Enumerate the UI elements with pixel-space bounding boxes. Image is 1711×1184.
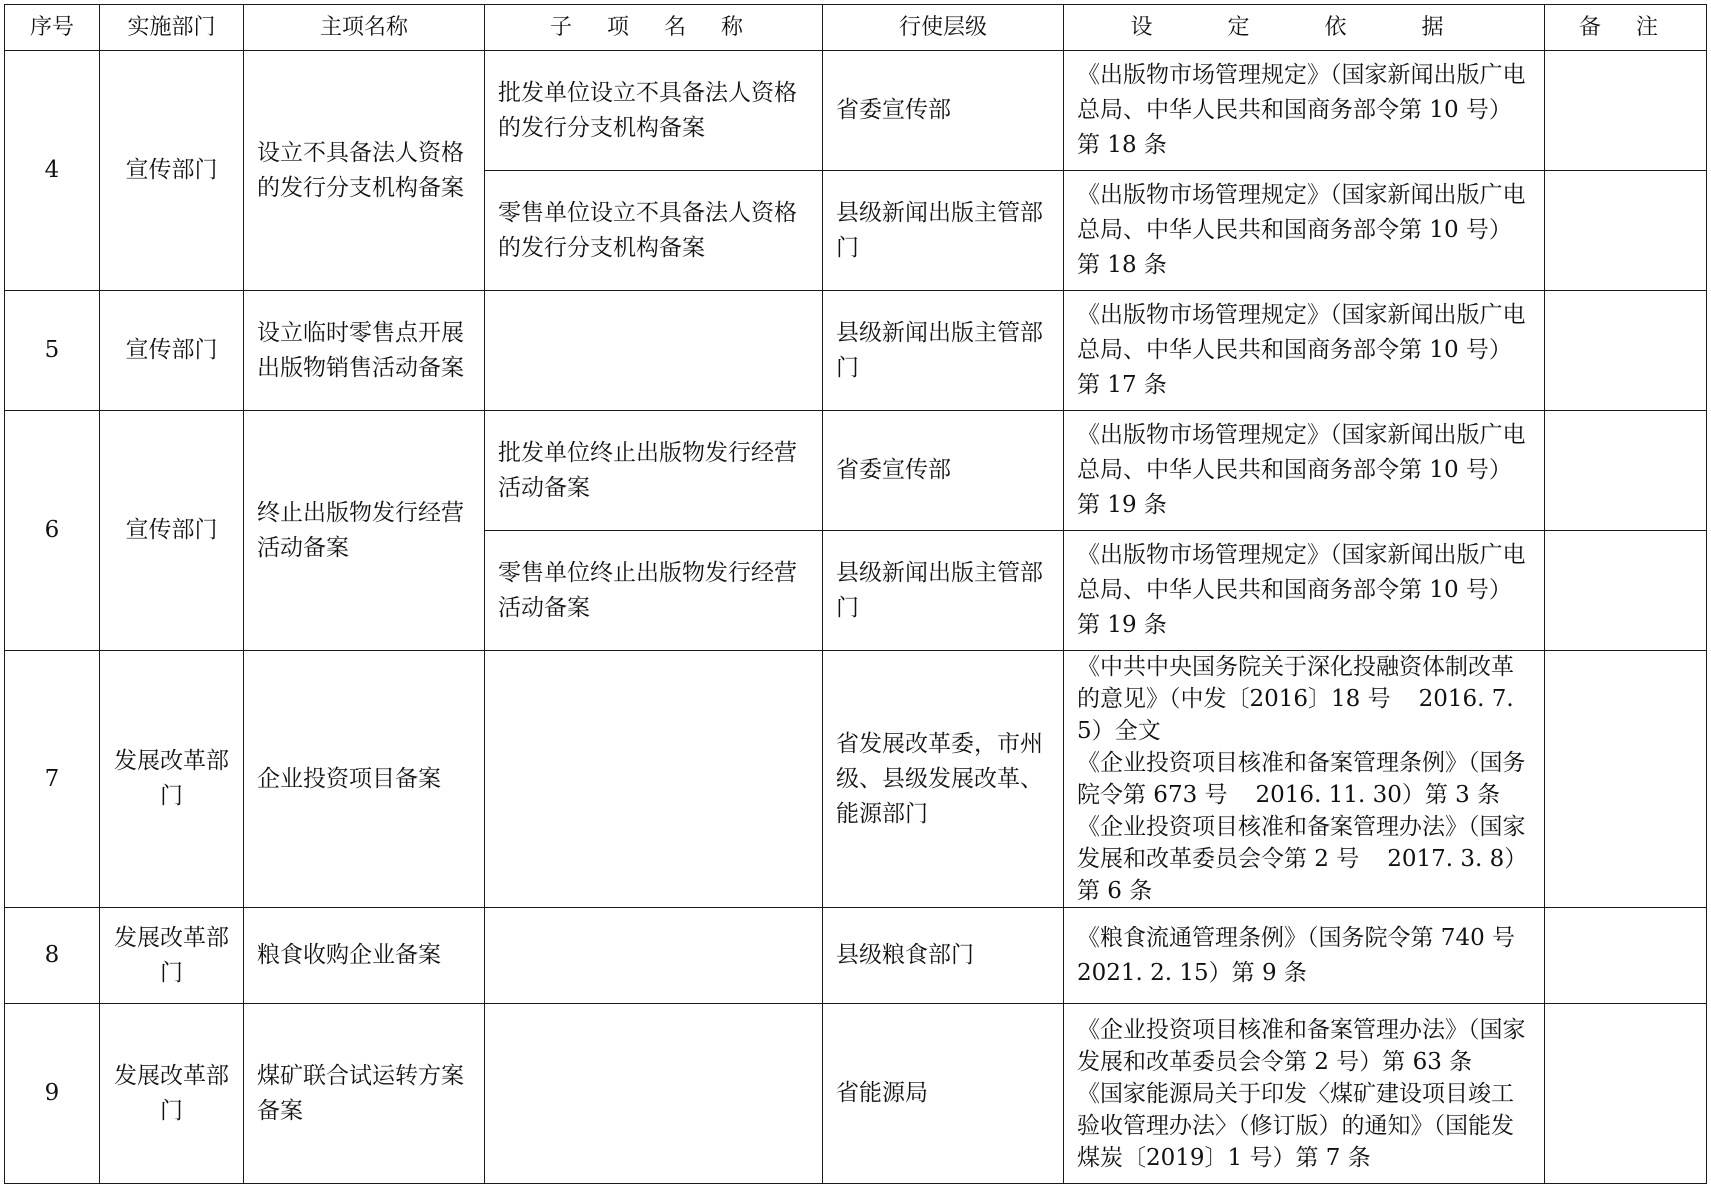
cell-remark: [1545, 411, 1707, 531]
cell-dept: 发展改革部门: [100, 651, 244, 908]
cell-dept: 发展改革部门: [100, 1004, 244, 1184]
table-row: [5, 51, 1707, 171]
cell-remark: [1545, 531, 1707, 651]
cell-sub-item: [485, 291, 823, 411]
cell-no: 9: [5, 1004, 100, 1184]
cell-remark: [1545, 651, 1707, 908]
table-row: [5, 291, 1707, 411]
cell-level: 县级新闻出版主管部门: [823, 171, 1064, 291]
basis-line: 《企业投资项目核准和备案管理条例》（国务院令第 673 号: [1077, 750, 1526, 808]
basis-line: 《企业投资项目核准和备案管理办法》（国家发展和改革委员会令第 2 号）第 63 条: [1077, 1016, 1526, 1075]
cell-dept: 宣传部门: [100, 291, 244, 411]
cell-sub-item: 零售单位终止出版物发行经营活动备案: [485, 531, 823, 651]
cell-main-item: 企业投资项目备案: [244, 651, 485, 908]
cell-main-item: 煤矿联合试运转方案备案: [244, 1004, 485, 1184]
cell-sub-item: 批发单位终止出版物发行经营活动备案: [485, 411, 823, 531]
cell-remark: [1545, 51, 1707, 171]
cell-no: 7: [5, 651, 100, 908]
cell-basis: 《粮食流通管理条例》（国务院令第 740 号 2021. 2. 15）第 9 条: [1064, 908, 1545, 1004]
basis-line: 《中共中央国务院关于深化投融资体制改革的意见》（中发〔2016〕18 号: [1077, 654, 1514, 712]
cell-sub-item: 零售单位设立不具备法人资格的发行分支机构备案: [485, 171, 823, 291]
basis-line: 《企业投资项目核准和备案管理办法》（国家发展和改革委员会令第 2 号: [1077, 814, 1526, 872]
cell-level: 省发展改革委，市州级、县级发展改革、能源部门: [823, 651, 1064, 908]
cell-no: 8: [5, 908, 100, 1004]
header-row: [5, 5, 1707, 51]
basis-date: 2017. 3. 8）第 6 条: [1077, 846, 1528, 904]
cell-basis: 《出版物市场管理规定》（国家新闻出版广电总局、中华人民共和国商务部令第 10 号）第 19 条: [1064, 531, 1545, 651]
table-row: [5, 411, 1707, 531]
cell-level: 省能源局: [823, 1004, 1064, 1184]
header-basis: 设 定 依 据: [1064, 5, 1545, 51]
table-row: [5, 651, 1707, 908]
cell-dept: 宣传部门: [100, 51, 244, 291]
cell-main-item: 设立不具备法人资格的发行分支机构备案: [244, 51, 485, 291]
cell-level: 县级新闻出版主管部门: [823, 531, 1064, 651]
cell-remark: [1545, 291, 1707, 411]
basis-date: 2016. 11. 30）第 3 条: [1255, 782, 1501, 808]
cell-dept: 宣传部门: [100, 411, 244, 651]
cell-sub-item: [485, 1004, 823, 1184]
cell-dept: 发展改革部门: [100, 908, 244, 1004]
cell-no: 5: [5, 291, 100, 411]
cell-sub-item: [485, 651, 823, 908]
approval-items-table: [4, 4, 1707, 1184]
basis-line: 《国家能源局关于印发〈煤矿建设项目竣工验收管理办法〉（修订版）的通知》（国能发煤炭〔2019〕1 号）第 7 条: [1077, 1080, 1514, 1171]
cell-main-item: 粮食收购企业备案: [244, 908, 485, 1004]
table-row: [5, 908, 1707, 1004]
cell-sub-item: 批发单位设立不具备法人资格的发行分支机构备案: [485, 51, 823, 171]
cell-main-item: 设立临时零售点开展出版物销售活动备案: [244, 291, 485, 411]
header-level: 行使层级: [823, 5, 1064, 51]
header-dept: 实施部门: [100, 5, 244, 51]
cell-basis: 《出版物市场管理规定》（国家新闻出版广电总局、中华人民共和国商务部令第 10 号）第 18 条: [1064, 51, 1545, 171]
cell-basis: [1064, 1004, 1545, 1184]
cell-main-item: 终止出版物发行经营活动备案: [244, 411, 485, 651]
cell-level: 省委宣传部: [823, 411, 1064, 531]
cell-basis: 《出版物市场管理规定》（国家新闻出版广电总局、中华人民共和国商务部令第 10 号）第 19 条: [1064, 411, 1545, 531]
cell-level: 省委宣传部: [823, 51, 1064, 171]
cell-basis: [1064, 651, 1545, 908]
cell-remark: [1545, 171, 1707, 291]
cell-remark: [1545, 908, 1707, 1004]
cell-remark: [1545, 1004, 1707, 1184]
header-sub-item: 子 项 名 称: [485, 5, 823, 51]
cell-level: 县级粮食部门: [823, 908, 1064, 1004]
cell-sub-item: [485, 908, 823, 1004]
header-main-item: 主项名称: [244, 5, 485, 51]
table-row: [5, 1004, 1707, 1184]
cell-level: 县级新闻出版主管部门: [823, 291, 1064, 411]
cell-basis: 《出版物市场管理规定》（国家新闻出版广电总局、中华人民共和国商务部令第 10 号）第 18 条: [1064, 171, 1545, 291]
cell-no: 6: [5, 411, 100, 651]
cell-no: 4: [5, 51, 100, 291]
basis-date: 2016. 7. 5）全文: [1077, 686, 1514, 744]
header-no: 序号: [5, 5, 100, 51]
cell-basis: 《出版物市场管理规定》（国家新闻出版广电总局、中华人民共和国商务部令第 10 号）第 17 条: [1064, 291, 1545, 411]
header-remark: 备 注: [1545, 5, 1707, 51]
